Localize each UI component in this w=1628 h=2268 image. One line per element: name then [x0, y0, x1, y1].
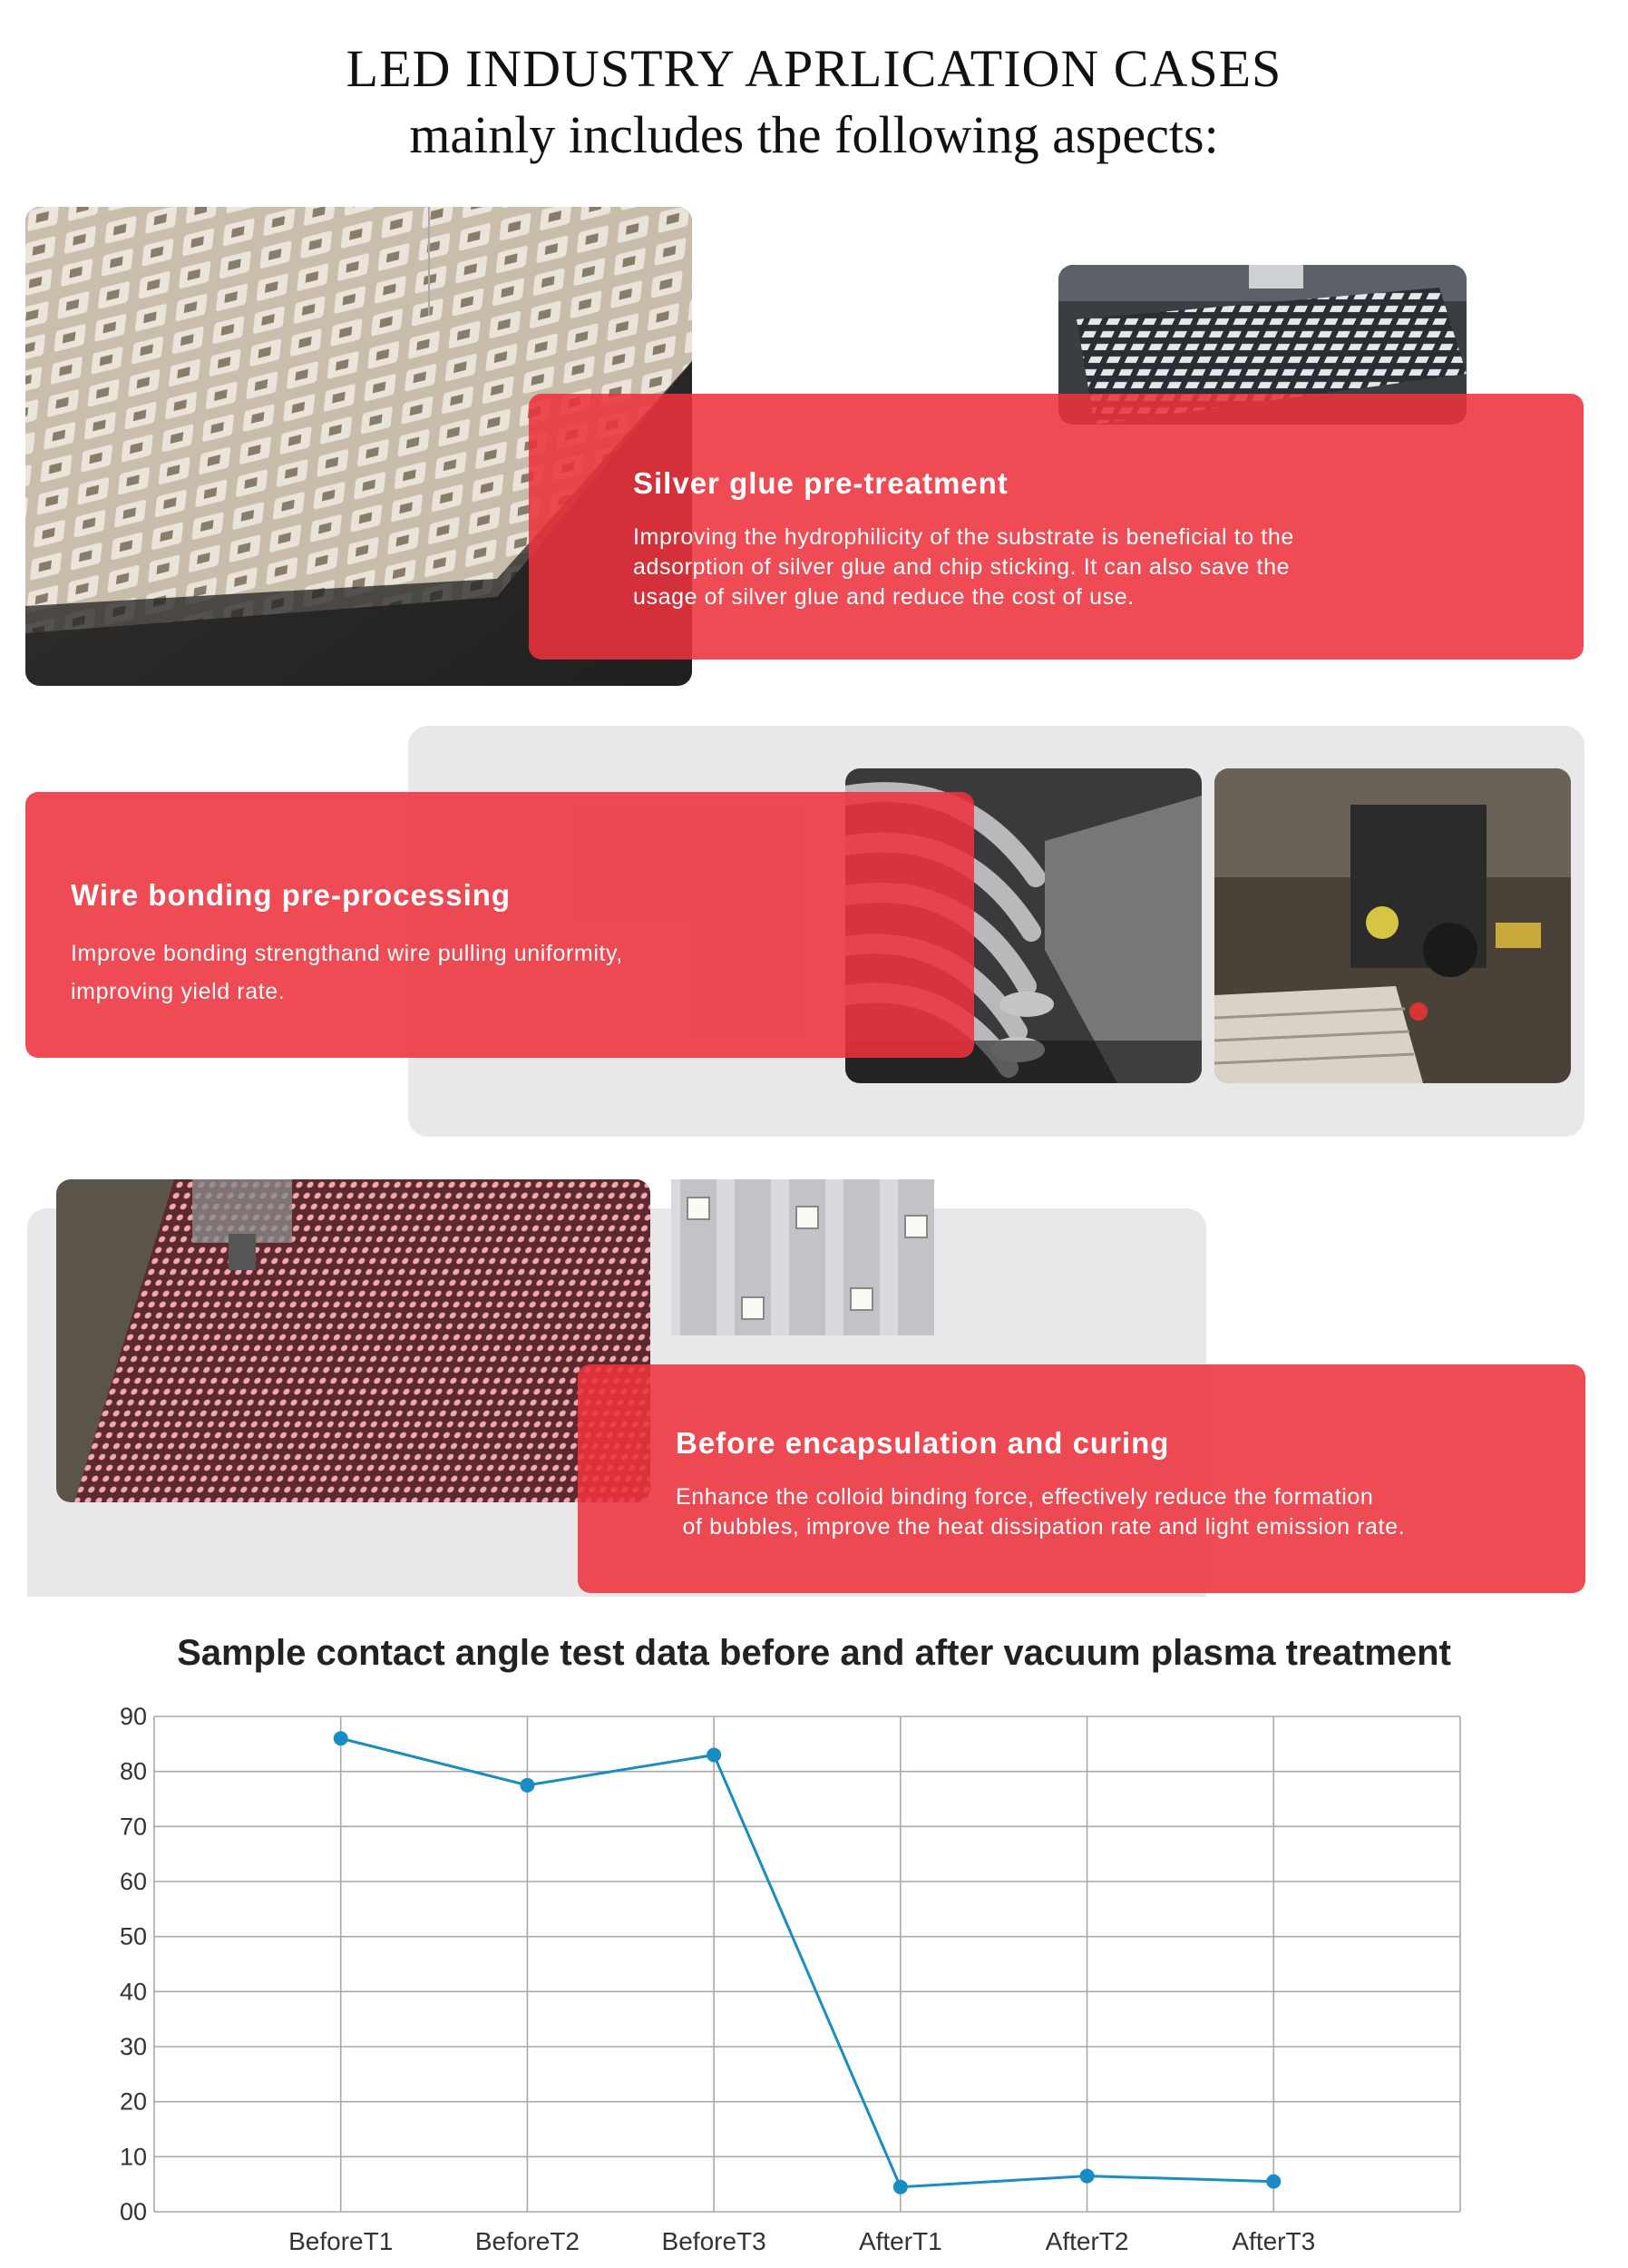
led-strip-photo — [671, 1179, 934, 1335]
data-point — [893, 2180, 908, 2195]
data-point — [520, 1778, 534, 1793]
wire-bonding-title: Wire bonding pre-processing — [71, 878, 512, 912]
x-tick-label: AfterT2 — [1045, 2227, 1129, 2255]
chart-title: Sample contact angle test data before and after vacuum plasma treatment — [177, 1633, 1451, 1673]
y-axis-ticks — [120, 1703, 147, 2225]
y-tick-label: 50 — [119, 1922, 147, 1950]
data-point — [1266, 2175, 1281, 2189]
x-tick-label: BeforeT3 — [661, 2227, 766, 2255]
encapsulation-card — [578, 1364, 1585, 1593]
x-tick-label: AfterT3 — [1232, 2227, 1316, 2255]
wire-bonding-card — [25, 792, 974, 1058]
encapsulation-title: Before encapsulation and curing — [676, 1426, 1170, 1460]
page-subtitle: mainly includes the following aspects: — [409, 105, 1219, 164]
wire-bonding-description: Improve bonding strengthand wire pulling uniformity, improving yield rate. — [71, 941, 623, 1004]
page-title: LED INDUSTRY APRLICATION CASES — [346, 39, 1282, 98]
y-tick-label: 40 — [119, 1978, 147, 2006]
x-tick-label: AfterT1 — [858, 2227, 942, 2255]
data-points — [334, 1731, 1282, 2194]
y-tick-label: 10 — [119, 2143, 147, 2171]
encapsulation-description: Enhance the colloid binding force, effectively reduce the formation of bubbles, improve the heat dissipation rate and light emission rate. — [676, 1484, 1406, 1540]
silver-glue-card — [529, 394, 1584, 660]
chart-grid — [154, 1716, 1460, 2212]
data-point — [334, 1731, 348, 1745]
silver-glue-title: Silver glue pre-treatment — [633, 466, 1009, 500]
data-point — [1080, 2169, 1095, 2184]
series-line — [341, 1738, 1274, 2186]
y-tick-label: 70 — [119, 1813, 147, 1841]
bonding-machine-photo — [1214, 768, 1571, 1083]
data-point — [707, 1747, 721, 1762]
x-axis-ticks — [288, 2227, 1315, 2255]
y-tick-label: 20 — [119, 2087, 147, 2116]
led-display-panel-photo — [56, 1179, 650, 1502]
contact-angle-line-chart — [0, 1687, 1628, 2268]
y-tick-label: 60 — [119, 1868, 147, 1895]
y-tick-label: 30 — [119, 2033, 147, 2060]
y-tick-label: 90 — [119, 1703, 147, 1730]
y-tick-label: 00 — [119, 2198, 147, 2225]
y-tick-label: 80 — [119, 1757, 147, 1785]
silver-glue-description: Improving the hydrophilicity of the substrate is beneficial to the adsorption of silver glue and chip sticking. It can also save the usage of silver glue and reduce the cost of use. — [633, 524, 1294, 610]
x-tick-label: BeforeT2 — [474, 2227, 580, 2255]
x-tick-label: BeforeT1 — [288, 2227, 394, 2255]
